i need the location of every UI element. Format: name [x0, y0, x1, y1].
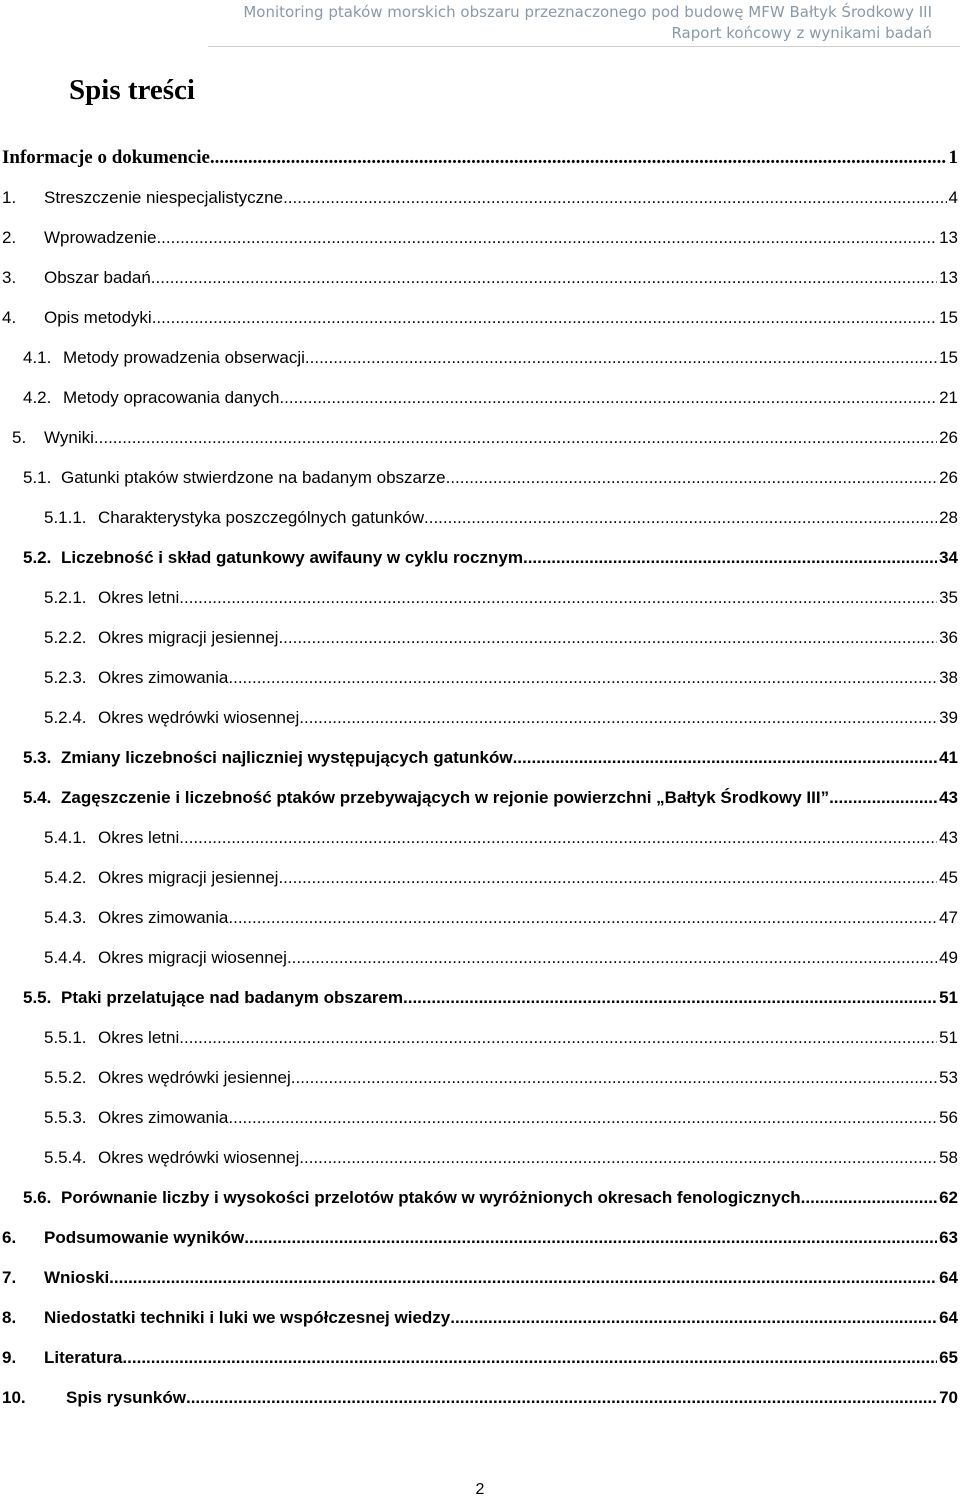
header-title-line: Monitoring ptaków morskich obszaru przeznaczonego pod budowę MFW Bałtyk Środkowy III: [243, 3, 932, 21]
toc-entry-number: 5.5.4.: [44, 1148, 87, 1167]
toc-entry-text: Metody prowadzenia obserwacji: [63, 348, 305, 367]
toc-page-number: 28: [939, 508, 958, 527]
toc-page-number: 51: [939, 1028, 958, 1047]
toc-entry-text: Opis metodyki: [44, 308, 152, 327]
running-header: [212, 2, 932, 44]
toc-entry[interactable]: [2, 178, 958, 218]
toc-leader: [210, 138, 947, 178]
toc-entry-number: 4.2.: [23, 388, 52, 407]
toc-entry-number: 5.5.: [23, 988, 52, 1007]
toc-leader: [278, 858, 937, 898]
toc-entry-text: Streszczenie niespecjalistyczne: [44, 188, 284, 207]
toc-entry[interactable]: [2, 1338, 958, 1378]
toc-leader: [109, 1258, 937, 1298]
toc-entry[interactable]: [44, 1138, 958, 1178]
toc-entry-number: 6.: [2, 1228, 17, 1247]
toc-page-number: 43: [939, 788, 958, 807]
toc-entry-text: Okres letni: [98, 828, 180, 847]
toc-entry-text: Charakterystyka poszczególnych gatunków: [98, 508, 424, 527]
toc-entry[interactable]: [44, 898, 958, 938]
toc-leader: [291, 1058, 937, 1098]
toc-entry-number: 5.3.: [23, 748, 52, 767]
toc-leader: [299, 1138, 937, 1178]
toc-page-number: 45: [939, 868, 958, 887]
toc-page-number: 35: [939, 588, 958, 607]
toc-leader: [513, 738, 938, 778]
header-divider: [208, 46, 960, 47]
toc-entry[interactable]: [2, 1378, 958, 1418]
toc-entry-number: 5.4.4.: [44, 948, 87, 967]
toc-entry[interactable]: [23, 1178, 958, 1218]
toc-entry-text: Niedostatki techniki i luki we współczesnej wiedzy: [44, 1308, 451, 1327]
toc-entry-text: Informacje o dokumencie: [2, 147, 210, 168]
toc-entry-number: 5.1.1.: [44, 508, 87, 527]
toc-leader: [403, 978, 937, 1018]
toc-leader: [299, 698, 937, 738]
toc-page-number: 70: [939, 1388, 958, 1407]
toc-page-number: 1: [948, 147, 958, 168]
toc-entry-text: Ptaki przelatujące nad badanym obszarem: [61, 988, 404, 1007]
toc-entry-text: Spis rysunków: [66, 1388, 186, 1407]
header-subtitle-line: Raport końcowy z wynikami badań: [671, 24, 932, 42]
toc-entry[interactable]: [2, 1298, 958, 1338]
toc-entry-number: 5.1.: [23, 468, 52, 487]
toc-leader: [278, 618, 937, 658]
toc-entry-text: Wyniki: [44, 428, 94, 447]
toc-page-number: 36: [939, 628, 958, 647]
toc-entry[interactable]: [44, 658, 958, 698]
toc-entry-text: Obszar badań: [44, 268, 151, 287]
toc-entry-number: 5.4.1.: [44, 828, 87, 847]
toc-leader: [283, 178, 946, 218]
toc-entry-number: 5.6.: [23, 1188, 52, 1207]
toc-page-number: 4: [948, 188, 958, 207]
toc-entry[interactable]: [44, 698, 958, 738]
toc-entry-text: Okres zimowania: [98, 1108, 229, 1127]
toc-leader: [228, 898, 937, 938]
toc-entry[interactable]: [23, 458, 958, 498]
toc-leader: [94, 418, 937, 458]
toc-page-number: 34: [939, 548, 958, 567]
toc-entry[interactable]: [44, 1058, 958, 1098]
toc-entry-text: Okres wędrówki wiosennej: [98, 708, 300, 727]
toc-entry-number: 5.4.2.: [44, 868, 87, 887]
toc-entry-number: 5.2.2.: [44, 628, 87, 647]
toc-page-number: 65: [939, 1348, 958, 1367]
toc-leader: [152, 298, 937, 338]
toc-entry-number: 4.1.: [23, 348, 52, 367]
toc-entry[interactable]: [23, 778, 958, 818]
toc-entry[interactable]: [44, 1098, 958, 1138]
toc-page-number: 43: [939, 828, 958, 847]
toc-entry[interactable]: [23, 538, 958, 578]
toc-leader: [446, 458, 937, 498]
toc-entry-text: Zagęszczenie i liczebność ptaków przebywających w rejonie powierzchni „Bałtyk Środkowy III”: [61, 788, 830, 807]
toc-entry-number: 5.2.: [23, 548, 52, 567]
toc-entry-text: Okres migracji jesiennej: [98, 628, 279, 647]
toc-entry-text: Okres wędrówki wiosennej: [98, 1148, 300, 1167]
toc-page-number: 21: [939, 388, 958, 407]
toc-entry[interactable]: [44, 578, 958, 618]
toc-leader: [450, 1298, 937, 1338]
toc-leader: [179, 578, 937, 618]
toc-entry-number: 1.: [2, 188, 17, 207]
toc-entry-number: 3.: [2, 268, 17, 287]
toc-entry-number: 9.: [2, 1348, 17, 1367]
toc-entry[interactable]: [2, 1218, 958, 1258]
toc-page-number: 51: [939, 988, 958, 1007]
toc-entry-number: 5.: [12, 428, 27, 447]
toc-entry[interactable]: [44, 1018, 958, 1058]
toc-entry[interactable]: [23, 338, 958, 378]
toc-entry-text: Okres zimowania: [98, 908, 229, 927]
toc-entry-text: Okres zimowania: [98, 668, 229, 687]
toc-entry-text: Okres letni: [98, 1028, 180, 1047]
toc-entry-number: 5.4.3.: [44, 908, 87, 927]
toc-entry-number: 5.5.2.: [44, 1068, 87, 1087]
toc-entry[interactable]: [44, 618, 958, 658]
toc-page-number: 53: [939, 1068, 958, 1087]
toc-page-number: 15: [939, 348, 958, 367]
toc-entry-text: Okres letni: [98, 588, 180, 607]
toc-entry-text: Wprowadzenie: [44, 228, 157, 247]
toc-entry[interactable]: [12, 418, 958, 458]
toc-entry[interactable]: [44, 938, 958, 978]
toc-entry[interactable]: [2, 218, 958, 258]
toc-entry-number: 5.2.3.: [44, 668, 87, 687]
toc-entry-number: 5.5.3.: [44, 1108, 87, 1127]
toc-entry-text: Okres migracji jesiennej: [98, 868, 279, 887]
toc-page-number: 64: [939, 1268, 958, 1287]
toc-page-number: 13: [939, 228, 958, 247]
toc-page-number: 38: [939, 668, 958, 687]
toc-entry[interactable]: [23, 978, 958, 1018]
toc-entry[interactable]: [44, 818, 958, 858]
toc-entry[interactable]: [23, 378, 958, 418]
toc-entry-number: 2.: [2, 228, 17, 247]
toc-page-number: 64: [939, 1308, 958, 1327]
toc-entry[interactable]: [2, 258, 958, 298]
toc-entry-text: Okres wędrówki jesiennej: [98, 1068, 291, 1087]
toc-entry-text: Okres migracji wiosennej: [98, 948, 287, 967]
toc-leader: [305, 338, 937, 378]
toc-page-number: 63: [939, 1228, 958, 1247]
toc-page-number: 26: [939, 468, 958, 487]
toc-page-number: 56: [939, 1108, 958, 1127]
toc-entry-text: Metody opracowania danych: [63, 388, 280, 407]
toc-leader: [287, 938, 937, 978]
toc-leader: [523, 538, 937, 578]
toc-entry-text: Gatunki ptaków stwierdzone na badanym obszarze: [61, 468, 446, 487]
toc-leader: [244, 1218, 937, 1258]
page-number: 2: [475, 1481, 485, 1498]
toc-entry-number: 7.: [2, 1268, 17, 1287]
toc-entry-number: 5.2.1.: [44, 588, 87, 607]
toc-page-number: 47: [939, 908, 958, 927]
toc-entry[interactable]: [44, 498, 958, 538]
toc-entry-number: 5.4.: [23, 788, 52, 807]
toc-entry-text: Porównanie liczby i wysokości przelotów ptaków w wyróżnionych okresach fenologicznych: [61, 1188, 801, 1207]
toc-page-number: 62: [939, 1188, 958, 1207]
toc-leader: [179, 818, 937, 858]
toc-entry-text: Wnioski: [44, 1268, 110, 1287]
toc-entry-text: Literatura: [44, 1348, 123, 1367]
toc-page-number: 41: [939, 748, 958, 767]
toc-entry-text: Liczebność i skład gatunkowy awifauny w cyklu rocznym: [61, 548, 523, 567]
toc-page-number: 13: [939, 268, 958, 287]
toc-entry-text: Zmiany liczebności najliczniej występujących gatunków: [61, 748, 513, 767]
toc-leader: [424, 498, 937, 538]
toc-page-number: 15: [939, 308, 958, 327]
toc-page-number: 26: [939, 428, 958, 447]
toc-leader: [801, 1178, 937, 1218]
toc-entry-number: 4.: [2, 308, 17, 327]
toc-entry[interactable]: [2, 1258, 958, 1298]
toc-leader: [186, 1378, 937, 1418]
toc-leader: [228, 658, 937, 698]
toc-page-number: 39: [939, 708, 958, 727]
toc-entry-number: 5.2.4.: [44, 708, 87, 727]
toc-entry-number: 8.: [2, 1308, 17, 1327]
toc-entry-number: 5.5.1.: [44, 1028, 87, 1047]
toc-leader: [279, 378, 937, 418]
toc-heading: Spis treści: [69, 74, 195, 106]
toc-leader: [156, 218, 937, 258]
toc-leader: [829, 778, 937, 818]
toc-entry-text: Podsumowanie wyników: [44, 1228, 245, 1247]
toc-entry[interactable]: [2, 138, 958, 178]
toc-entry[interactable]: [2, 298, 958, 338]
toc-leader: [179, 1018, 937, 1058]
toc-leader: [228, 1098, 937, 1138]
toc-entry-number: 10.: [2, 1388, 26, 1407]
toc-leader: [122, 1338, 937, 1378]
toc-page-number: 49: [939, 948, 958, 967]
toc-entry[interactable]: [23, 738, 958, 778]
toc-entry[interactable]: [44, 858, 958, 898]
toc-page-number: 58: [939, 1148, 958, 1167]
toc-leader: [151, 258, 937, 298]
